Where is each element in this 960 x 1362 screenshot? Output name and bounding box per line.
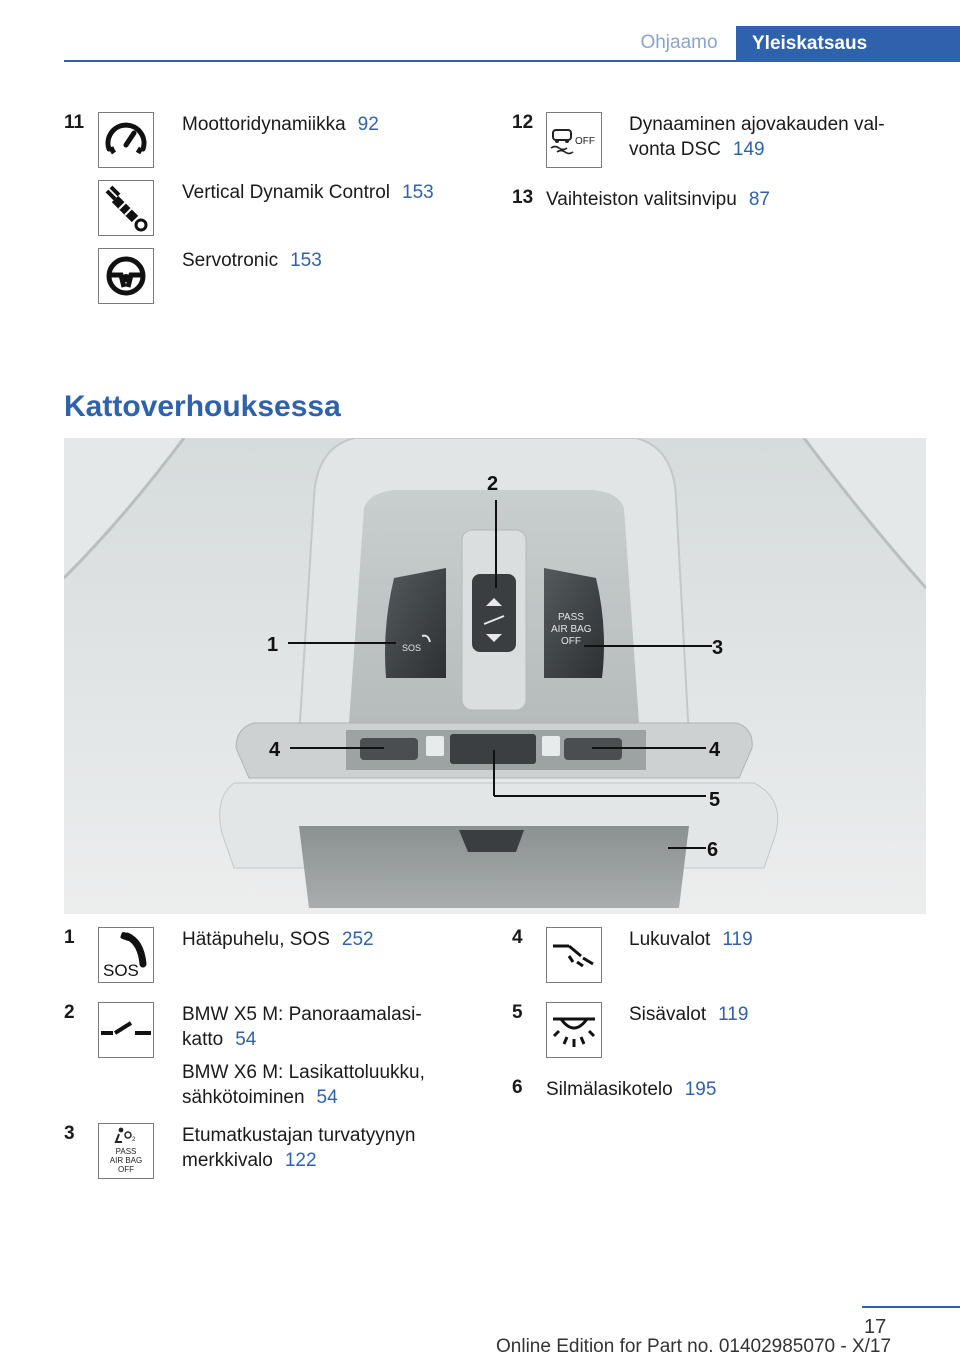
legend-number-1: 1 [64,927,75,948]
callout-2: 2 [487,473,499,495]
legend-5-text [629,1002,748,1027]
speedometer-icon [98,112,154,168]
steering-wheel-icon [98,248,154,304]
callout-6: 6 [707,839,719,861]
legend-number-6: 6 [512,1077,523,1098]
entry-label: Servotronic [182,250,279,271]
callout-1: 1 [267,634,279,656]
sos-phone-icon [98,927,154,983]
entry-13-text [546,187,770,212]
page-ref-link[interactable]: 54 [235,1029,257,1050]
legend-4-text [629,927,753,952]
entry-label: Moottoridynamiikka [182,114,346,135]
entry-11-item-1 [182,112,379,137]
entry-number-11: 11 [64,112,85,133]
callout-5: 5 [709,789,721,811]
callout-4-right: 4 [709,739,721,761]
legend-number-5: 5 [512,1002,523,1023]
legend-3-text [182,1123,415,1173]
page-number: 17 [864,1316,887,1338]
entry-11-item-2 [182,180,434,205]
svg-text:2: 2 [132,1137,136,1143]
entry-label: Silmälasikotelo [546,1079,673,1100]
roof-console-photo [64,438,926,914]
airbag-icon-line1: PASS [115,1147,137,1156]
entry-label: katto [182,1029,224,1050]
entry-label: Hätäpuhelu, SOS [182,929,330,950]
airbag-icon-line2: AIR BAG [109,1156,143,1165]
photo-sos-label: SOS [402,643,422,653]
entry-label: sähkötoiminen [182,1087,305,1108]
entry-label: BMW X6 M: Lasikattoluukku, [182,1062,425,1083]
footer-edition: Online Edition for Part no. 01402985070 - X/17 [496,1336,892,1357]
entry-label: Dynaaminen ajovakauden val- [629,114,885,135]
tab-yleiskatsaus[interactable]: Yleiskatsaus [736,26,960,62]
page-ref-link[interactable]: 119 [718,1004,749,1025]
entry-12-text [629,112,885,162]
airbag-off-icon [98,1123,154,1179]
entry-label: Vertical Dynamik Control [182,182,391,203]
entry-number-13: 13 [512,187,534,208]
photo-airbag-line1: PASS [558,612,584,623]
entry-label: BMW X5 M: Panoraamalasi- [182,1004,422,1025]
svg-text:OFF: OFF [575,136,595,147]
legend-2-text [182,1002,425,1110]
entry-label: vonta DSC [629,139,721,160]
page-ref-link[interactable]: 122 [284,1150,317,1171]
entry-label: Lukuvalot [629,929,711,950]
page-ref-link[interactable]: 153 [402,182,434,203]
section-title: Kattoverhouksessa [64,390,341,423]
page-ref-link[interactable]: 54 [316,1087,338,1108]
callout-4-left: 4 [269,739,281,761]
entry-label: Sisävalot [629,1004,707,1025]
dsc-off-icon [546,112,602,168]
shock-absorber-icon [98,180,154,236]
sunroof-icon [98,1002,154,1058]
header-rule [64,60,960,62]
photo-airbag-line3: OFF [561,636,581,647]
entry-label: Vaihteiston valitsinvipu [546,189,737,210]
page-ref-link[interactable]: 92 [357,114,379,135]
reading-light-icon [546,927,602,983]
legend-6-text [546,1077,716,1102]
entry-11-item-3 [182,248,322,273]
tab-ohjaamo[interactable]: Ohjaamo [640,32,718,53]
airbag-icon-line3: OFF [118,1165,134,1174]
page-ref-link[interactable]: 195 [684,1079,717,1100]
entry-label: Etumatkustajan turvatyynyn [182,1125,416,1146]
footer-rule [862,1306,960,1308]
page-ref-link[interactable]: 149 [732,139,765,160]
legend-number-4: 4 [512,927,523,948]
entry-number-12: 12 [512,112,534,133]
page-ref-link[interactable]: 252 [341,929,374,950]
page-ref-link[interactable]: 119 [722,929,753,950]
entry-label: merkkivalo [182,1150,273,1171]
interior-light-icon [546,1002,602,1058]
callout-3: 3 [712,637,724,659]
photo-airbag-line2: AIR BAG [551,624,592,635]
legend-number-2: 2 [64,1002,75,1023]
page-ref-link[interactable]: 153 [290,250,322,271]
legend-1-text [182,927,374,952]
legend-number-3: 3 [64,1123,75,1144]
sos-icon-text: SOS [103,961,139,980]
page-ref-link[interactable]: 87 [748,189,770,210]
